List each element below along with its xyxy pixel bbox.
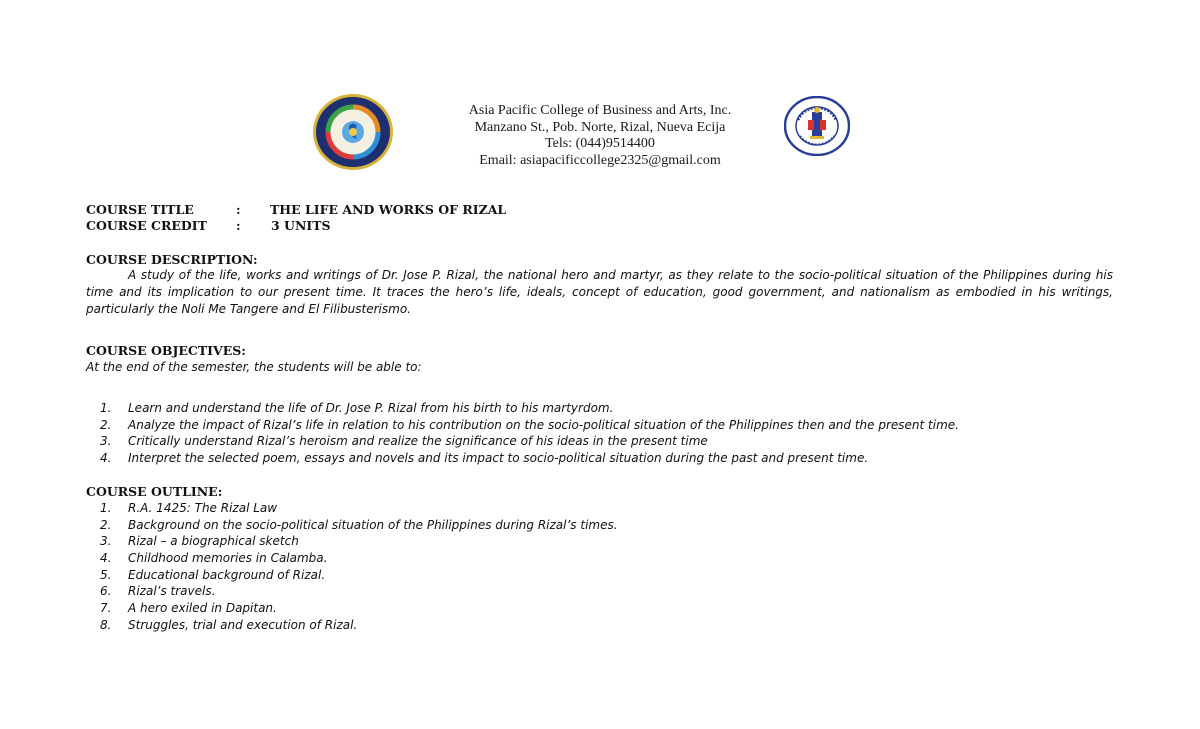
school-name: Asia Pacific College of Business and Arts, Inc. (468, 103, 732, 118)
item-text: Educational background of Rizal. (128, 567, 326, 582)
item-number: 4. (100, 551, 112, 566)
item-text: Rizal’s travels. (128, 584, 216, 599)
course-credit-label: COURSE CREDIT (86, 218, 207, 233)
list-item (86, 567, 1126, 584)
list-item (86, 433, 1126, 450)
course-title-colon: : (236, 202, 241, 217)
course-objectives-heading: COURSE OBJECTIVES: (86, 343, 246, 358)
item-number: 6. (100, 584, 112, 599)
item-number: 5. (100, 567, 112, 582)
course-title-label: COURSE TITLE (86, 202, 194, 217)
item-number: 2. (100, 417, 112, 432)
item-number: 3. (100, 534, 112, 549)
item-number: 4. (100, 451, 112, 466)
item-number: 8. (100, 617, 112, 632)
list-item (86, 500, 1126, 517)
item-text: Interpret the selected poem, essays and novels and its impact to socio-political situation during the past and present time. (128, 451, 869, 466)
college-seal-logo (312, 93, 394, 171)
item-text: Background on the socio-political situation of the Philippines during Rizal’s times. (128, 517, 618, 532)
item-text: Critically understand Rizal’s heroism and realize the significance of his ideas in the present time (128, 434, 708, 449)
item-text: Learn and understand the life of Dr. Jose P. Rizal from his birth to his martyrdom. (128, 401, 614, 415)
item-text: R.A. 1425: The Rizal Law (128, 501, 278, 515)
course-credit-value: 3 UNITS (271, 218, 331, 233)
list-item (86, 533, 1126, 550)
list-item (86, 517, 1126, 534)
list-item (86, 417, 1126, 434)
school-tels: Tels: (044)9514400 (545, 136, 655, 151)
list-item (86, 600, 1126, 617)
list-item (86, 617, 1126, 634)
school-email: Email: asiapacificcollege2325@gmail.com (479, 152, 721, 168)
list-item (86, 550, 1126, 567)
deped-seal-logo (784, 96, 850, 156)
item-number: 1. (100, 401, 112, 415)
item-text: Analyze the impact of Rizal’s life in relation to his contribution on the socio-political situation of the Philippines then and the present time. (128, 417, 959, 432)
course-title-value: THE LIFE AND WORKS OF RIZAL (270, 202, 507, 217)
objectives-intro: At the end of the semester, the students will be able to: (86, 360, 422, 374)
list-item (86, 400, 1126, 417)
item-text: Struggles, trial and execution of Rizal. (128, 617, 358, 632)
school-address: Manzano St., Pob. Norte, Rizal, Nueva Ecija (474, 119, 726, 135)
list-item (86, 450, 1126, 467)
course-outline-heading: COURSE OUTLINE: (86, 484, 223, 499)
item-text: Rizal – a biographical sketch (128, 534, 299, 549)
course-credit-colon: : (236, 218, 241, 233)
item-number: 2. (100, 517, 112, 532)
course-description-text: A study of the life, works and writings of Dr. Jose P. Rizal, the national hero and martyr, as they relate to the socio-political situation of the Philippines during his time and its implication to our present time. It traces the hero’s life, ideals, concept of education, good government, and nationalism as embodied in his writings, particularly the Noli Me Tangere and El Filibusterismo. (86, 268, 1113, 316)
list-item (86, 583, 1126, 600)
item-text: Childhood memories in Calamba. (128, 551, 328, 566)
course-description-heading: COURSE DESCRIPTION: (86, 252, 258, 267)
item-number: 1. (100, 501, 112, 515)
school-info (410, 103, 790, 169)
item-text: A hero exiled in Dapitan. (128, 601, 277, 616)
objectives-list (86, 400, 1126, 467)
outline-list (86, 500, 1126, 634)
item-number: 7. (100, 601, 112, 616)
item-number: 3. (100, 434, 112, 449)
